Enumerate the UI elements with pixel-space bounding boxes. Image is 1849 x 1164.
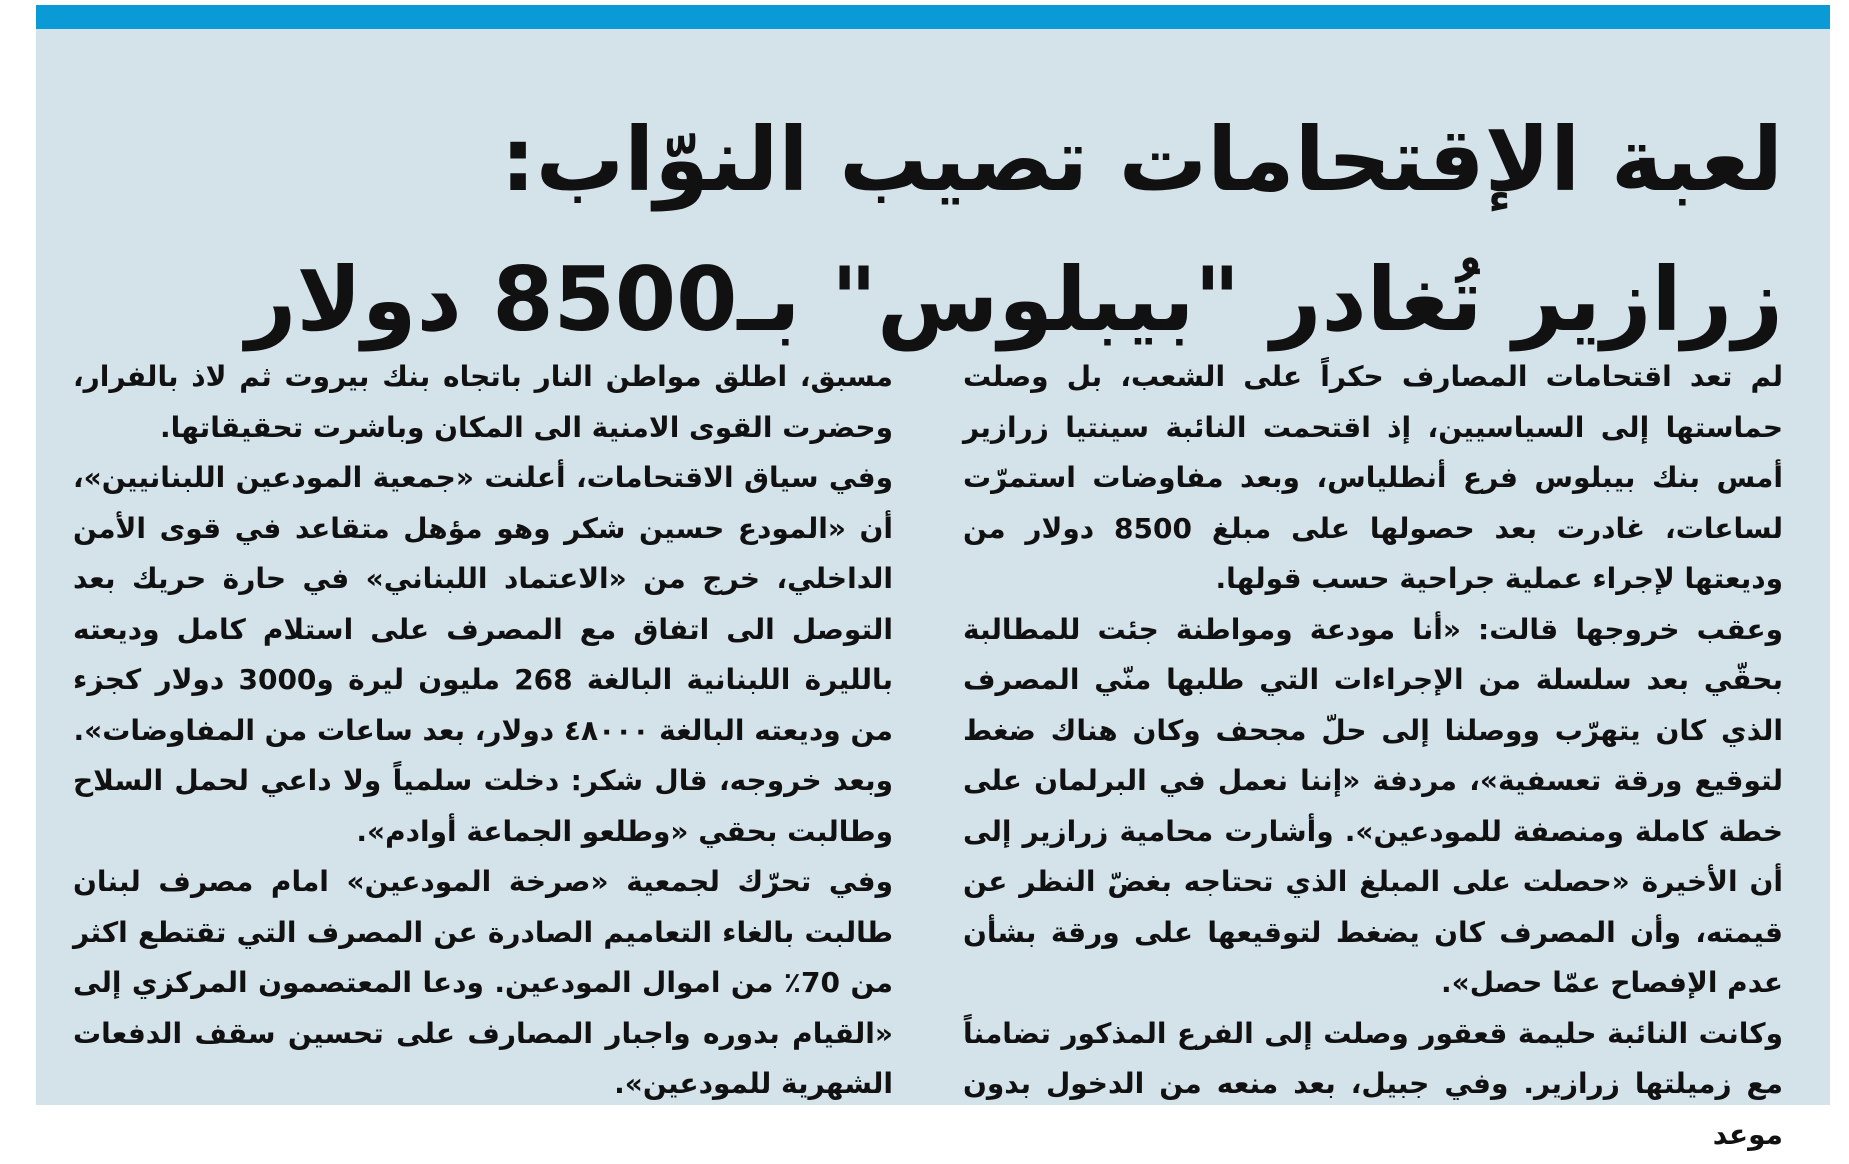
paragraph: وكانت النائبة حليمة قعقور وصلت إلى الفرع المذكور تضامناً مع زميلتها زرازير. وفي جبيل، بعد منعه من الدخول بدون موعد [963,1016,1783,1151]
headline-line-1: لعبة الإقتحامات تصيب النوّاب: [500,108,1783,211]
article-column-right [963,352,1783,1160]
paragraph: وبعد خروجه، قال شكر: دخلت سلمياً ولا داعي لحمل السلاح وطالبت بحقي «وطلعو الجماعة أوادم». [73,764,893,848]
headline-line-2: زرازير تُغادر "بيبلوس" بـ8500 دولار [245,248,1783,351]
paragraph: وفي تحرّك لجمعية «صرخة المودعين» امام مصرف لبنان طالبت بالغاء التعاميم الصادرة عن المصرف التي تقتطع اكثر من 70٪ من اموال المودعين. ودعا المعتصمون المركزي إلى «القيام بدوره واجبار المصارف على تحسين سقف الدفعات الشهرية للمودعين». [73,865,893,1100]
paragraph: مسبق، اطلق مواطن النار باتجاه بنك بيروت ثم لاذ بالفرار، وحضرت القوى الامنية الى المكان وباشرت تحقيقاتها. [73,360,893,444]
article-headline [245,90,1783,370]
top-accent-bar [36,5,1830,29]
paragraph: لم تعد اقتحامات المصارف حكراً على الشعب، بل وصلت حماستها إلى السياسيين، إذ اقتحمت النائبة سينتيا زرازير أمس بنك بيبلوس فرع أنطلياس، وبعد مفاوضات استمرّت لساعات، غادرت بعد حصولها على مبلغ 8500 دولار من وديعتها لإجراء عملية جراحية حسب قولها. [963,360,1783,595]
paragraph: وفي سياق الاقتحامات، أعلنت «جمعية المودعين اللبنانيين»، أن «المودع حسين شكر وهو مؤهل متقاعد في قوى الأمن الداخلي، خرج من «الاعتماد اللبناني» في حارة حريك بعد التوصل الى اتفاق مع المصرف على استلام كامل وديعته بالليرة اللبنانية البالغة 268 مليون ليرة و3000 دولار كجزء من وديعته البالغة ٤٨٠٠٠ دولار، بعد ساعات من المفاوضات». [73,461,893,747]
article-column-left [73,352,893,1110]
paragraph: وعقب خروجها قالت: «أنا مودعة ومواطنة جئت للمطالبة بحقّي بعد سلسلة من الإجراءات التي طلبها منّي المصرف الذي كان يتهرّب ووصلنا إلى حلّ مجحف وكان هناك ضغط لتوقيع ورقة تعسفية»، مردفة «إننا نعمل في البرلمان على خطة كاملة ومنصفة للمودعين». وأشارت محامية زرازير إلى أن الأخيرة «حصلت على المبلغ الذي تحتاجه بغضّ النظر عن قيمته، وأن المصرف كان يضغط لتوقيعها على ورقة بشأن عدم الإفصاح عمّا حصل». [963,612,1783,999]
